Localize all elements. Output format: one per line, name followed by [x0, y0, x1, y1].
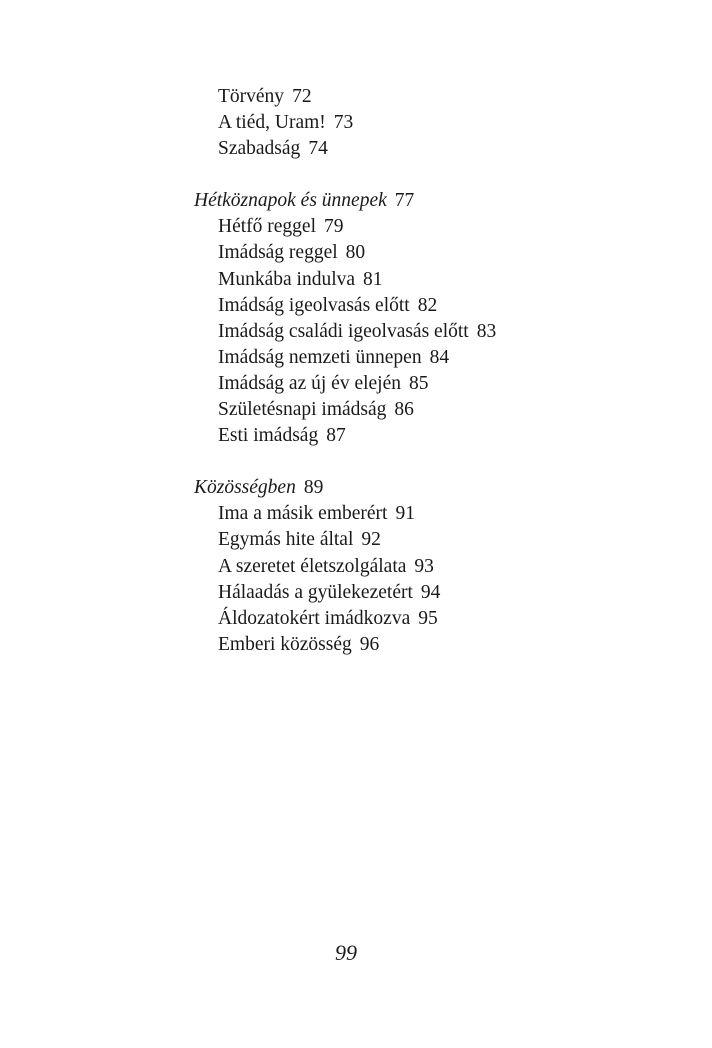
toc-entry	[194, 345, 674, 371]
toc-entry-title: A tiéd, Uram!	[218, 112, 326, 134]
toc-section-page: 89	[303, 477, 324, 499]
toc-entry	[194, 319, 674, 345]
toc-entry	[194, 554, 674, 580]
toc-entry-page: 91	[395, 503, 415, 525]
toc-entry	[194, 501, 674, 527]
toc-section-title: Közösségben	[194, 477, 296, 499]
toc-section-heading	[194, 188, 674, 214]
toc-entry	[194, 136, 674, 162]
toc-entry	[194, 527, 674, 553]
toc-entry	[194, 632, 674, 658]
table-of-contents	[194, 84, 674, 658]
toc-entry-page: 95	[418, 607, 438, 629]
toc-entry	[194, 84, 674, 110]
toc-entry-page: 94	[420, 581, 441, 603]
toc-entry-title: Hétfő reggel	[218, 216, 316, 238]
toc-section-kozossegben	[194, 475, 674, 658]
toc-entry-page: 92	[361, 529, 381, 551]
toc-entry-title: Ima a másik emberért	[218, 503, 388, 525]
page-number: 99	[335, 940, 357, 965]
toc-section-title: Hétköznapok és ünnepek	[194, 190, 387, 212]
toc-entry-page: 79	[324, 216, 344, 238]
toc-entry-page: 87	[326, 425, 346, 447]
toc-section-continued	[194, 84, 674, 162]
toc-entry-title: Imádság családi igeolvasás előtt	[218, 320, 469, 342]
toc-entry-page: 82	[417, 294, 438, 316]
toc-entry	[194, 240, 674, 266]
toc-entry	[194, 397, 674, 423]
toc-entry-title: Munkába indulva	[218, 268, 356, 290]
toc-entry-title: Imádság igeolvasás előtt	[218, 294, 410, 316]
toc-entry	[194, 293, 674, 319]
toc-entry-title: Imádság reggel	[218, 242, 338, 264]
toc-entry	[194, 214, 674, 240]
toc-entry-title: Hálaadás a gyülekezetért	[218, 581, 413, 603]
toc-entry-title: Egymás hite által	[218, 529, 354, 551]
toc-entry	[194, 110, 674, 136]
toc-section-hetkoznapok	[194, 188, 674, 449]
toc-entry-page: 73	[333, 112, 354, 134]
toc-entry-page: 85	[409, 372, 429, 394]
toc-entry-title: Áldozatokért imádkozva	[218, 607, 411, 629]
toc-entry-page: 81	[363, 268, 383, 290]
toc-section-heading	[194, 475, 674, 501]
toc-entry	[194, 580, 674, 606]
toc-entry-title: Törvény	[218, 86, 285, 107]
toc-entry-page: 72	[292, 86, 312, 107]
toc-entry-title: Imádság az új év elején	[218, 372, 401, 394]
toc-entry-page: 96	[359, 633, 380, 655]
toc-entry-page: 84	[429, 346, 450, 368]
toc-entry-page: 93	[414, 555, 434, 577]
toc-section-page: 77	[394, 190, 415, 212]
toc-entry-page: 80	[345, 242, 366, 264]
toc-entry	[194, 371, 674, 397]
toc-entry-title: Születésnapi imádság	[218, 399, 387, 421]
toc-entry-title: Szabadság	[218, 138, 301, 160]
toc-entry-page: 86	[394, 399, 414, 421]
toc-entry-page: 83	[476, 320, 497, 342]
toc-entry	[194, 423, 674, 449]
toc-entry	[194, 267, 674, 293]
toc-entry-title: Emberi közösség	[218, 633, 352, 655]
toc-entry-title: A szeretet életszolgálata	[218, 555, 407, 577]
toc-entry-title: Esti imádság	[218, 425, 319, 447]
toc-entry-title: Imádság nemzeti ünnepen	[218, 346, 422, 368]
toc-entry	[194, 606, 674, 632]
toc-entry-page: 74	[308, 138, 328, 160]
